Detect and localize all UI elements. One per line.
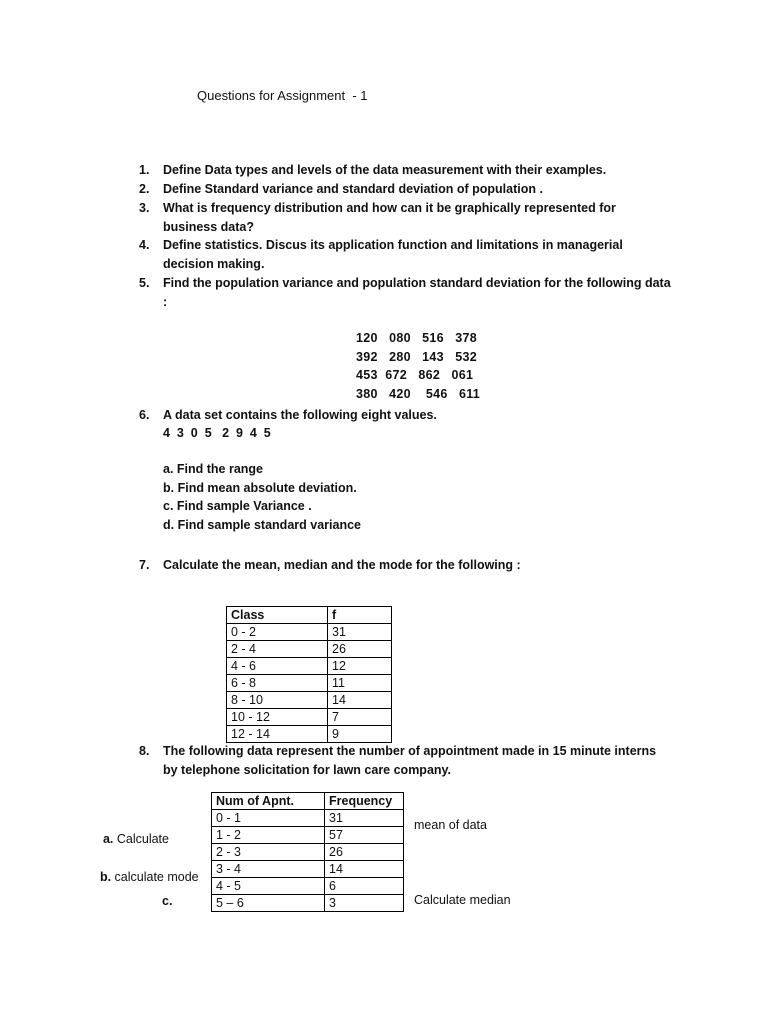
table-cell: 0 - 2 (227, 624, 328, 641)
q6-part-d: d. Find sample standard variance (163, 518, 361, 532)
table-header-cell: Frequency (325, 793, 404, 810)
q5-data-row: 453 672 862 061 (356, 368, 474, 382)
question-6 (139, 406, 673, 425)
table-row (227, 624, 392, 641)
class-frequency-table (226, 606, 392, 743)
table-cell: 3 (325, 895, 404, 912)
question-text: Find the population variance and population standard deviation for the following data : (163, 276, 671, 309)
appointment-frequency-table (211, 792, 404, 912)
table-header-cell: Class (227, 607, 328, 624)
q8-part-a-text: Calculate (113, 832, 169, 846)
table-cell: 31 (328, 624, 392, 641)
table-row (227, 726, 392, 743)
table-cell: 4 - 5 (212, 878, 325, 895)
q6-part-c: c. Find sample Variance . (163, 499, 312, 513)
table-header-row (227, 607, 392, 624)
q8-part-a (96, 818, 169, 846)
question-text: What is frequency distribution and how can it be graphically represented for business data? (163, 201, 616, 234)
question-text: Define Standard variance and standard deviation of population . (163, 182, 543, 196)
q5-data-row: 392 280 143 532 (356, 350, 477, 364)
q8-part-b (93, 856, 199, 884)
question-text: A data set contains the following eight values. (163, 408, 437, 422)
table-cell: 57 (325, 827, 404, 844)
table-row (212, 878, 404, 895)
q8-median-text: Calculate median (414, 893, 511, 907)
q6-part-b: b. Find mean absolute deviation. (163, 481, 357, 495)
question-text: The following data represent the number of appointment made in 15 minute interns by telephone solicitation for lawn care company. (163, 744, 657, 777)
question-number: 5. (139, 276, 150, 290)
table-cell: 6 - 8 (227, 675, 328, 692)
question-3 (139, 199, 673, 237)
q5-data-row: 120 080 516 378 (356, 331, 477, 345)
question-number: 2. (139, 182, 150, 196)
question-8 (139, 742, 673, 780)
question-number: 4. (139, 238, 150, 252)
q8-part-b-letter: b. (99, 870, 112, 884)
question-number: 8. (139, 744, 150, 758)
table-cell: 4 - 6 (227, 658, 328, 675)
table-row (212, 895, 404, 912)
table-row (227, 709, 392, 726)
q8-part-c-letter: c. (162, 894, 173, 908)
table-cell: 8 - 10 (227, 692, 328, 709)
question-5 (139, 274, 673, 312)
table-cell: 3 - 4 (212, 861, 325, 878)
table-cell: 10 - 12 (227, 709, 328, 726)
table-cell: 1 - 2 (212, 827, 325, 844)
table-cell: 12 (328, 658, 392, 675)
question-2 (139, 180, 673, 199)
table-cell: 5 – 6 (212, 895, 325, 912)
q8-part-b-text: calculate mode (111, 870, 199, 884)
table-row (227, 692, 392, 709)
question-text: Define statistics. Discus its application function and limitations in managerial decision making. (163, 238, 623, 271)
question-7 (139, 556, 673, 575)
table-header-cell: f (328, 607, 392, 624)
table-cell: 9 (328, 726, 392, 743)
table-row (212, 844, 404, 861)
q5-data-row: 380 420 546 611 (356, 387, 481, 401)
table-cell: 14 (325, 861, 404, 878)
table-row (227, 641, 392, 658)
page-title: Questions for Assignment - 1 (197, 88, 368, 103)
question-number: 7. (139, 558, 150, 572)
table-cell: 7 (328, 709, 392, 726)
table-cell: 31 (325, 810, 404, 827)
table-cell: 6 (325, 878, 404, 895)
table-header-cell: Num of Apnt. (212, 793, 325, 810)
q6-values: 4 3 0 5 2 9 4 5 (163, 426, 271, 440)
q8-mean-text: mean of data (414, 818, 487, 832)
table-header-row (212, 793, 404, 810)
table-cell: 14 (328, 692, 392, 709)
q6-part-a: a. Find the range (163, 462, 264, 476)
q8-part-a-letter: a. (102, 832, 114, 846)
question-number: 1. (139, 163, 150, 177)
question-number: 3. (139, 201, 150, 215)
question-number: 6. (139, 408, 150, 422)
table-row (227, 675, 392, 692)
table-row (212, 827, 404, 844)
table-cell: 12 - 14 (227, 726, 328, 743)
question-1 (139, 161, 673, 180)
table-cell: 2 - 3 (212, 844, 325, 861)
question-4 (139, 236, 673, 274)
table-row (212, 810, 404, 827)
table-row (227, 658, 392, 675)
table-cell: 26 (325, 844, 404, 861)
table-row (212, 861, 404, 878)
table-cell: 11 (328, 675, 392, 692)
table-cell: 2 - 4 (227, 641, 328, 658)
question-text: Define Data types and levels of the data measurement with their examples. (163, 163, 607, 177)
table-cell: 0 - 1 (212, 810, 325, 827)
question-text: Calculate the mean, median and the mode for the following : (163, 558, 521, 572)
table-cell: 26 (328, 641, 392, 658)
